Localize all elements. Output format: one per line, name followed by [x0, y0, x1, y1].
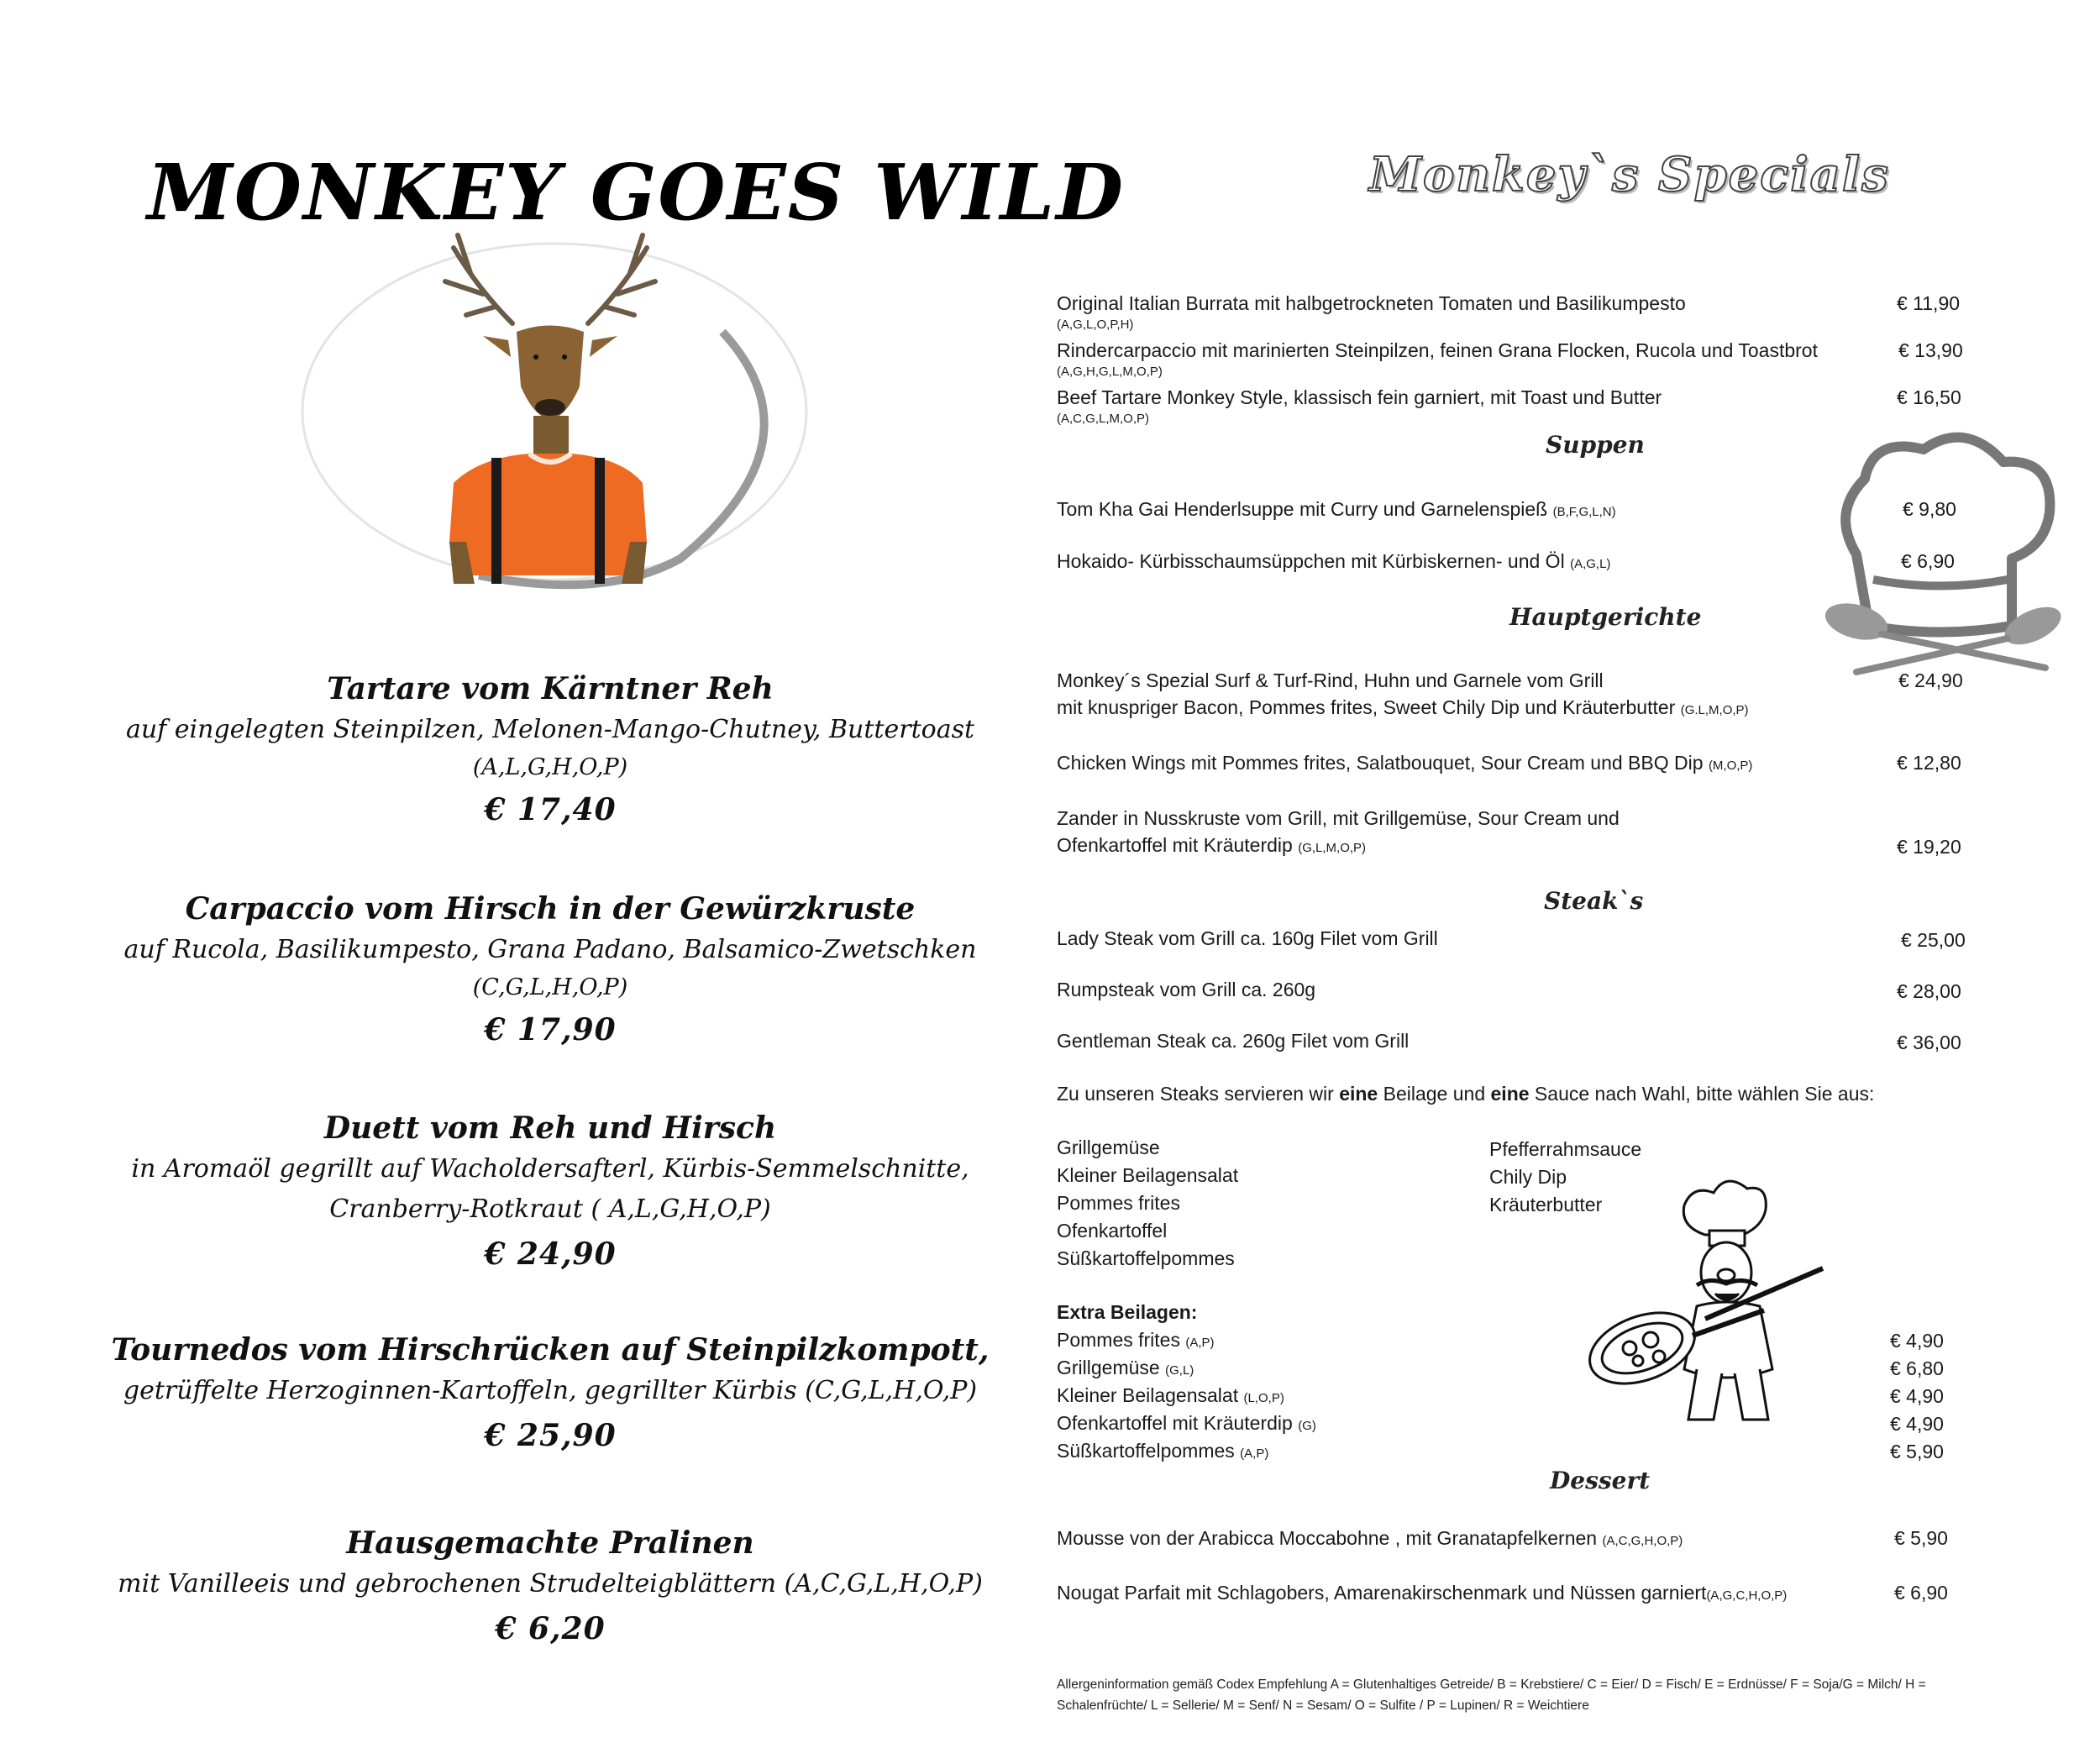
dish-1 — [34, 668, 1067, 834]
extra-name: Pommes frites — [1057, 1329, 1180, 1351]
steak-note-bold: eine — [1490, 1083, 1530, 1105]
stag-illustration — [286, 214, 823, 601]
extra-allergens: (G,L) — [1165, 1363, 1194, 1378]
steak-price: € 28,00 — [1897, 980, 1961, 1002]
soup-price: € 6,90 — [1901, 550, 1955, 572]
main-allergens: (G.L,M,O,P) — [1680, 703, 1749, 717]
dish-price: € 6,20 — [495, 1611, 606, 1646]
steak-item: Rumpsteak vom Grill ca. 260g — [1057, 979, 1316, 1000]
dessert-price: € 5,90 — [1894, 1527, 1948, 1549]
side-option: Kleiner Beilagensalat — [1057, 1164, 1239, 1186]
steak-note-text: Zu unseren Steaks servieren wir — [1057, 1083, 1340, 1105]
dish-name: Tartare vom Kärntner Reh — [327, 671, 774, 706]
main-item-line: Monkey´s Spezial Surf & Turf-Rind, Huhn und Garnele vom Grill — [1057, 669, 1604, 691]
section-heading-dessert: Dessert — [1550, 1467, 1651, 1494]
main-item-text: Chicken Wings mit Pommes frites, Salatbouquet, Sour Cream und BBQ Dip — [1057, 752, 1704, 774]
extra-item — [1057, 1354, 1194, 1384]
main-allergens: (G,L,M,O,P) — [1298, 841, 1367, 855]
dish-allergens: (A,L,G,H,O,P) — [472, 754, 628, 780]
dish-price: € 17,90 — [484, 1012, 617, 1047]
extra-price: € 5,90 — [1890, 1441, 1944, 1462]
starter-item: Original Italian Burrata mit halbgetrockneten Tomaten und Basilikumpesto — [1057, 292, 1686, 314]
soup-item — [1057, 548, 1610, 578]
dessert-allergens: (A,G,C,H,O,P) — [1706, 1588, 1788, 1603]
dessert-allergens: (A,C,G,H,O,P) — [1602, 1534, 1683, 1548]
steak-note-text: Sauce nach Wahl, bitte wählen Sie aus: — [1529, 1083, 1875, 1105]
main-item-line — [1057, 749, 1752, 780]
steak-price: € 36,00 — [1897, 1032, 1961, 1053]
soup-name: Hokaido- Kürbisschaumsüppchen mit Kürbiskernen- und Öl — [1057, 550, 1565, 572]
extras-heading: Extra Beilagen: — [1057, 1301, 1198, 1323]
dish-price: € 24,90 — [484, 1236, 617, 1272]
dish-price: € 25,90 — [484, 1418, 617, 1453]
dessert-item — [1057, 1579, 1787, 1609]
steak-note-bold: eine — [1339, 1083, 1378, 1105]
main-price: € 24,90 — [1898, 669, 1963, 691]
footnote-line: Allergeninformation gemäß Codex Empfehlung A = Glutenhaltiges Getreide/ B = Krebstiere/ C = Eier/ D = Fisch/ E = Erdnüsse/ F = Soja/G = Milch/ H = — [1057, 1677, 1926, 1692]
section-heading-steaks: Steak`s — [1544, 887, 1644, 915]
extra-name: Grillgemüse — [1057, 1357, 1160, 1378]
starter-item: Rindercarpaccio mit marinierten Steinpilzen, feinen Grana Flocken, Rucola und Toastbrot — [1057, 339, 1818, 361]
side-option: Grillgemüse — [1057, 1137, 1160, 1158]
extra-name: Kleiner Beilagensalat — [1057, 1384, 1239, 1406]
starter-price: € 16,50 — [1897, 386, 1961, 408]
side-option: Ofenkartoffel — [1057, 1220, 1168, 1242]
soup-name: Tom Kha Gai Henderlsuppe mit Curry und Garnelenspieß — [1057, 498, 1548, 520]
starter-price: € 13,90 — [1898, 339, 1963, 361]
dessert-name: Mousse von der Arabicca Moccabohne , mit Granatapfelkernen — [1057, 1527, 1598, 1549]
starter-price: € 11,90 — [1897, 292, 1961, 314]
steak-price: € 25,00 — [1901, 929, 1966, 951]
extra-name: Ofenkartoffel mit Kräuterdip — [1057, 1412, 1293, 1434]
extra-allergens: (A,P) — [1185, 1336, 1215, 1350]
main-item-text: Ofenkartoffel mit Kräuterdip — [1057, 834, 1293, 856]
sauce-option: Chily Dip — [1489, 1166, 1567, 1188]
dish-description: in Aromaöl gegrillt auf Wacholdersafterl, Kürbis-Semmelschnitte, — [131, 1154, 969, 1184]
sauce-option: Pfefferrahmsauce — [1489, 1138, 1642, 1160]
extra-allergens: (G) — [1298, 1419, 1316, 1433]
steak-item: Gentleman Steak ca. 260g Filet vom Grill — [1057, 1030, 1410, 1052]
dessert-price: € 6,90 — [1894, 1582, 1948, 1604]
extra-item — [1057, 1410, 1316, 1440]
extra-item — [1057, 1382, 1284, 1412]
extra-price: € 4,90 — [1890, 1413, 1944, 1435]
main-item-line: Zander in Nusskruste vom Grill, mit Grillgemüse, Sour Cream und — [1057, 807, 1620, 829]
footnote-line: Schalenfrüchte/ L = Sellerie/ M = Senf/ N = Sesam/ O = Sulfite / P = Lupinen/ R = Weichtiere — [1057, 1698, 1589, 1713]
dish-4 — [34, 1329, 1067, 1460]
starter-allergens: (A,G,H,G,L,M,O,P) — [1057, 365, 1163, 379]
starter-allergens: (A,G,L,O,P,H) — [1057, 318, 1134, 332]
main-price: € 12,80 — [1897, 752, 1961, 774]
dish-name: Hausgemachte Pralinen — [346, 1525, 754, 1561]
main-allergens: (M,O,P) — [1708, 759, 1753, 773]
side-option: Süßkartoffelpommes — [1057, 1247, 1235, 1269]
soup-allergens: (B,F,G,L,N) — [1552, 505, 1616, 519]
dish-description: Cranberry-Rotkraut ( A,L,G,H,O,P) — [329, 1194, 771, 1224]
dish-name: Tournedos vom Hirschrücken auf Steinpilzkompott, — [111, 1332, 990, 1368]
dessert-item — [1057, 1525, 1683, 1555]
soup-item — [1057, 496, 1616, 526]
dish-description: auf Rucola, Basilikumpesto, Grana Padano, Balsamico-Zwetschken — [123, 935, 977, 964]
main-price: € 19,20 — [1897, 836, 1961, 858]
starter-item: Beef Tartare Monkey Style, klassisch fein garniert, mit Toast und Butter — [1057, 386, 1662, 408]
starter-allergens: (A,C,G,L,M,O,P) — [1057, 412, 1150, 426]
main-item-line — [1057, 832, 1366, 862]
dish-description: getrüffelte Herzoginnen-Kartoffeln, gegrillter Kürbis (C,G,L,H,O,P) — [123, 1376, 978, 1405]
steak-note-text: Beilage und — [1378, 1083, 1491, 1105]
sauce-option: Kräuterbutter — [1489, 1194, 1603, 1215]
allergen-footnote — [1057, 1674, 2065, 1716]
section-heading-soups: Suppen — [1546, 431, 1645, 459]
soup-price: € 9,80 — [1903, 498, 1956, 520]
extra-price: € 4,90 — [1890, 1385, 1944, 1407]
restaurant-title: MONKEY GOES WILD — [147, 147, 1125, 238]
extra-price: € 4,90 — [1890, 1330, 1944, 1352]
dish-description: mit Vanilleeis und gebrochenen Strudelteigblättern (A,C,G,L,H,O,P) — [118, 1569, 983, 1599]
dish-3 — [34, 1107, 1067, 1278]
steak-item: Lady Steak vom Grill ca. 160g Filet vom Grill — [1057, 927, 1438, 949]
dish-name: Duett vom Reh und Hirsch — [323, 1110, 777, 1146]
dish-description: auf eingelegten Steinpilzen, Melonen-Mango-Chutney, Buttertoast — [125, 715, 975, 744]
dessert-name: Nougat Parfait mit Schlagobers, Amarenakirschenmark und Nüssen garniert — [1057, 1582, 1707, 1604]
main-item-text: mit knuspriger Bacon, Pommes frites, Sweet Chily Dip und Kräuterbutter — [1057, 696, 1676, 718]
main-item-line — [1057, 694, 1749, 724]
extra-item — [1057, 1326, 1215, 1357]
section-heading-mains: Hauptgerichte — [1509, 603, 1702, 631]
extra-name: Süßkartoffelpommes — [1057, 1440, 1235, 1462]
dish-price: € 17,40 — [484, 792, 617, 827]
extra-allergens: (L,O,P) — [1243, 1391, 1284, 1405]
dish-5 — [34, 1522, 1067, 1653]
extra-item — [1057, 1437, 1268, 1467]
extra-price: € 6,80 — [1890, 1357, 1944, 1379]
side-option: Pommes frites — [1057, 1192, 1180, 1214]
dish-2 — [34, 888, 1067, 1054]
steak-note — [1057, 1080, 1874, 1107]
cartoon-chef-icon — [1579, 1151, 1831, 1453]
dish-allergens: (C,G,L,H,O,P) — [472, 974, 628, 1000]
specials-title: Monkey`s Specials — [1369, 147, 1890, 202]
extra-allergens: (A,P) — [1240, 1446, 1269, 1461]
soup-allergens: (A,G,L) — [1570, 557, 1611, 571]
dish-name: Carpaccio vom Hirsch in der Gewürzkruste — [185, 891, 916, 927]
